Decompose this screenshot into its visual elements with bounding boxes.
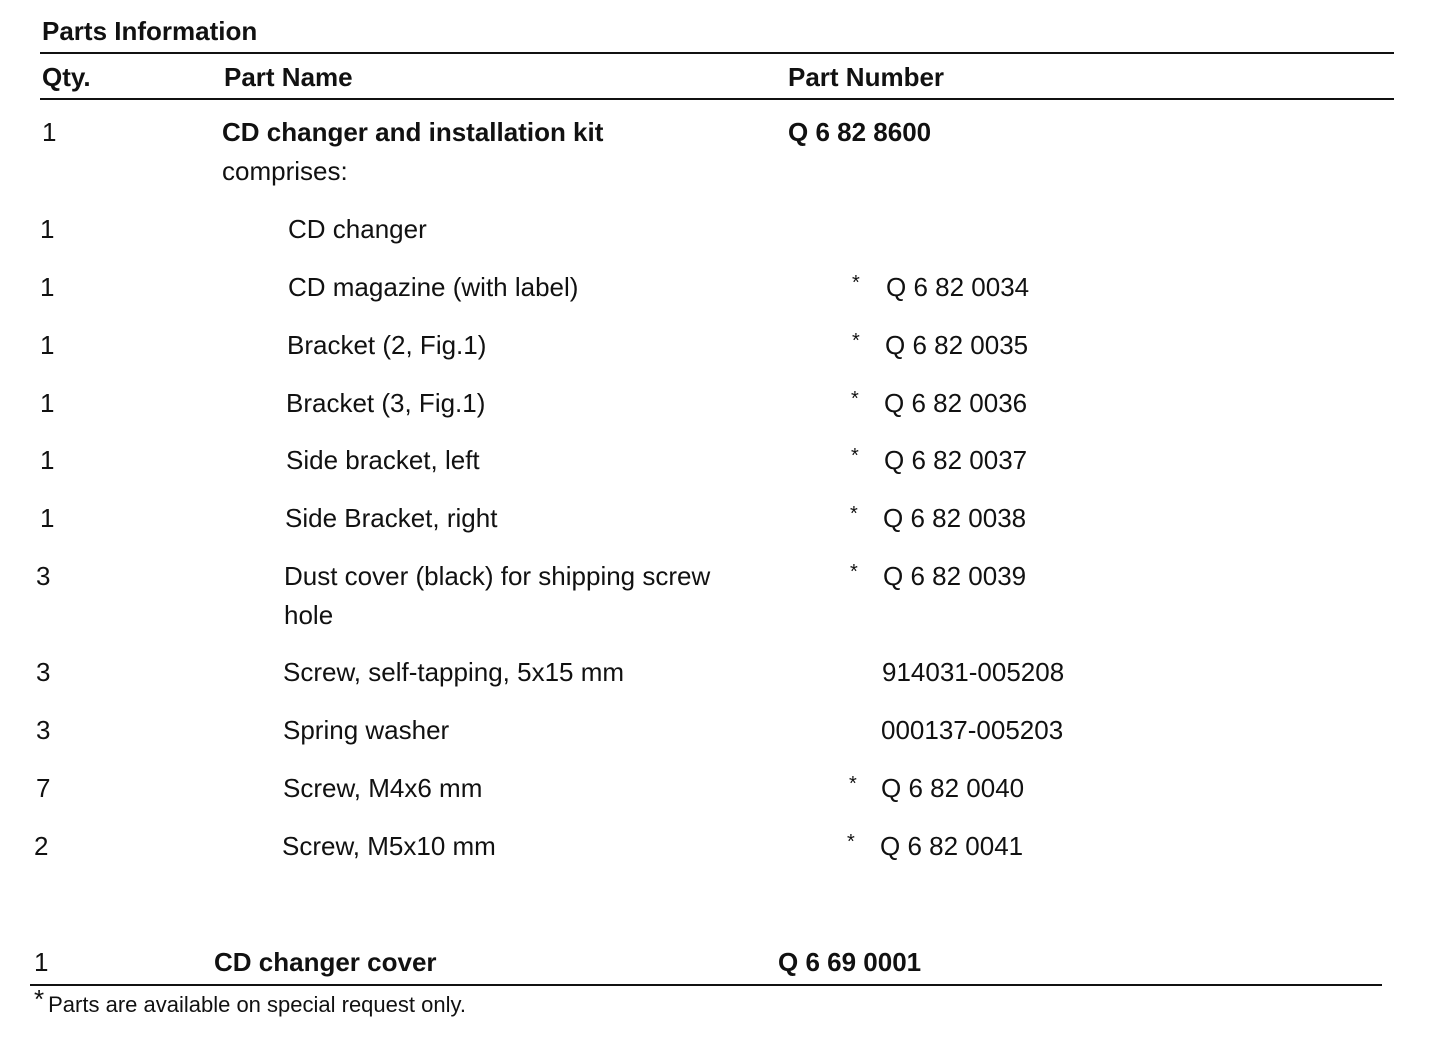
item-qty: 2 [34,831,49,861]
cover-number: Q 6 69 0001 [778,947,922,977]
special-request-mark: * [850,503,858,525]
item-qty: 7 [36,773,51,803]
item-qty: 1 [40,272,55,302]
bottom-rule [30,984,1382,986]
special-request-mark: * [850,561,858,583]
item-name-continued: hole [284,600,334,630]
item-name: Screw, self-tapping, 5x15 mm [283,657,625,687]
item-qty: 1 [40,214,55,244]
item-number: Q 6 82 0037 [884,445,1028,475]
item-number: 000137-005203 [881,715,1064,745]
item-name: CD magazine (with label) [288,272,579,302]
item-qty: 1 [40,445,55,475]
cover-qty: 1 [34,947,49,977]
header-qty: Qty. [42,62,91,92]
special-request-mark: * [852,330,860,352]
item-name: Screw, M5x10 mm [282,831,496,861]
item-name: CD changer [288,214,427,244]
special-request-mark: * [847,831,855,853]
header-rule [40,98,1394,100]
kit-number: Q 6 82 8600 [788,117,932,147]
item-name: Screw, M4x6 mm [283,773,483,803]
item-name: Bracket (2, Fig.1) [287,330,487,360]
item-qty: 1 [40,330,55,360]
item-number: Q 6 82 0039 [883,561,1027,591]
special-request-mark: * [851,445,859,467]
footnote-mark: * [34,984,45,1014]
kit-sub: comprises: [222,156,348,186]
item-number: Q 6 82 0038 [883,503,1027,533]
item-name: Bracket (3, Fig.1) [286,388,486,418]
kit-name: CD changer and installation kit [222,117,604,147]
item-number: Q 6 82 0036 [884,388,1028,418]
item-qty: 3 [36,561,51,591]
footnote-text: Parts are available on special request only. [48,992,466,1017]
header-part-number: Part Number [788,62,945,92]
item-qty: 1 [40,503,55,533]
special-request-mark: * [851,388,859,410]
item-number: Q 6 82 0035 [885,330,1029,360]
special-request-mark: * [849,773,857,795]
item-qty: 1 [40,388,55,418]
item-number: Q 6 82 0041 [880,831,1024,861]
item-name: Dust cover (black) for shipping screw [284,561,711,591]
item-qty: 3 [36,657,51,687]
page-title: Parts Information [42,16,258,46]
item-name: Spring washer [283,715,450,745]
kit-qty: 1 [42,117,57,147]
special-request-mark: * [852,272,860,294]
item-name: Side Bracket, right [285,503,498,533]
item-number: 914031-005208 [882,657,1065,687]
item-number: Q 6 82 0040 [881,773,1025,803]
footnote [34,984,466,1019]
item-qty: 3 [36,715,51,745]
item-number: Q 6 82 0034 [886,272,1030,302]
item-name: Side bracket, left [286,445,480,475]
top-rule [40,52,1394,54]
header-part-name: Part Name [224,62,353,92]
cover-name: CD changer cover [214,947,437,977]
